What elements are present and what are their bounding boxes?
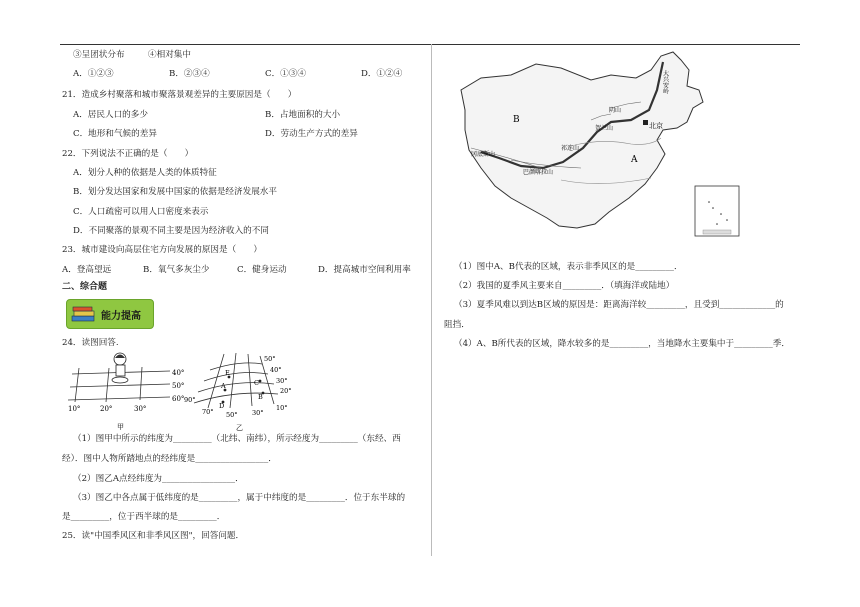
jia-lat-label: 40° (172, 369, 185, 377)
q24-line-5: 是_________，位于西半球的是_________． (62, 512, 226, 522)
q20-option-3: ③呈团状分布 (73, 50, 125, 60)
jia-lon-label: 10° (68, 405, 81, 413)
q23-choice-b: B．氧气多灰尘少 (143, 265, 210, 275)
q22-choice-c: C．人口疏密可以用人口密度来表示 (73, 207, 209, 217)
jia-lat-label: 60° (172, 395, 185, 403)
jia-lat-label: 50° (172, 382, 185, 390)
q25-line-2: （2）我国的夏季风主要来自_________．（填海洋或陆地） (454, 281, 675, 291)
q20-choice-c: C．①③④ (265, 69, 306, 79)
q23-choice-d: D．提高城市空间利用率 (318, 265, 411, 275)
q22-choice-d: D．不同聚落的景观不同主要是因为经济收入的不同 (73, 226, 269, 236)
yi-lon-label: 70° (202, 408, 214, 416)
yi-lon-label: 10° (276, 404, 288, 412)
china-monsoon-map (451, 50, 745, 242)
q20-choice-a: A．①②③ (73, 69, 114, 79)
jia-lon-label: 30° (134, 405, 147, 413)
yi-lon-label: 90° (184, 396, 196, 404)
jia-lon-label: 20° (100, 405, 113, 413)
yi-parallel-30 (198, 383, 274, 392)
q22-choice-b: B．划分发达国家和发展中国家的依据是经济发展水平 (73, 187, 277, 197)
yi-meridian (248, 354, 252, 406)
q22-stem: 22．下列说法不正确的是（ ） (62, 149, 194, 159)
south-china-sea-inset (695, 186, 739, 236)
yi-caption: 乙 (236, 424, 243, 432)
q25-stem: 25．读"中国季风区和非季风区图"，回答问题． (62, 531, 245, 541)
books-icon (71, 306, 97, 322)
yi-lat-label: 30° (276, 377, 288, 385)
map-label-b: B (513, 115, 520, 125)
column-divider (431, 44, 432, 556)
yi-meridian (230, 353, 236, 408)
map-label-qilian: 祁连山 (561, 145, 580, 152)
jia-caption: 甲 (117, 423, 124, 431)
map-label-yinshan: 阴山 (609, 107, 622, 114)
q24-stem: 24．读图回答. (62, 338, 119, 348)
yi-point-b: B (258, 393, 263, 401)
yi-point-a: A (221, 382, 226, 390)
yi-point-d: D (219, 402, 225, 410)
map-label-a: A (631, 155, 638, 165)
q23-stem: 23．城市建设向高层住宅方向发展的原因是（ ） (62, 245, 262, 255)
q21-choice-b: B．占地面积的大小 (265, 110, 341, 120)
yi-lat-label: 40° (270, 366, 282, 374)
q20-choice-d: D．①②④ (361, 69, 403, 79)
figure-yi (180, 350, 300, 432)
q25-line-3: （3）夏季风难以到达B区域的原因是：距离海洋较_________，且受到_____________的 (454, 300, 784, 310)
header-rule (60, 44, 800, 45)
q24-line-4: （3）图乙中各点属于低纬度的是_________，属于中纬度的是_________．位于东半球的 (73, 493, 406, 503)
yi-lat-label: 20° (280, 387, 292, 395)
q23-choice-c: C．健身运动 (237, 265, 287, 275)
q20-option-4: ④相对集中 (148, 50, 191, 60)
q25-line-4: 阻挡． (444, 320, 470, 330)
map-label-helan: 贺兰山 (595, 125, 614, 132)
map-label-daxinganling: 大兴安岭 (661, 70, 669, 94)
yi-parallel-50 (210, 363, 262, 370)
q24-line-1: （1）图甲中所示的纬度为_________（北纬、南纬），所示经度为_________（东经、西 (73, 434, 401, 444)
section-heading: 二、综合题 (62, 282, 108, 292)
q23-choice-a: A．登高望远 (62, 265, 112, 275)
person-icon (112, 353, 128, 383)
yi-point-c: C (254, 379, 259, 387)
ability-badge (66, 299, 154, 329)
jia-meridian-10 (75, 368, 79, 402)
beijing-marker (643, 120, 648, 125)
q21-stem: 21．造成乡村聚落和城市聚落景观差异的主要原因是（ ） (62, 90, 297, 100)
q24-line-2: 经）．图中人物所踏地点的经纬度是_________________． (62, 454, 277, 464)
q20-choice-b: B．②③④ (169, 69, 210, 79)
q21-choice-a: A．居民人口的多少 (73, 110, 148, 120)
figure-jia (62, 350, 185, 432)
map-label-bayan: 巴颜喀拉山 (523, 169, 554, 176)
q22-choice-a: A．划分人种的依据是人类的体质特征 (73, 168, 217, 178)
jia-parallel-60 (68, 397, 170, 400)
yi-meridian (208, 354, 224, 408)
map-label-gangdise: 冈底斯山 (471, 151, 496, 158)
q21-choice-c: C．地形和气候的差异 (73, 129, 157, 139)
jia-parallel-50 (70, 384, 170, 387)
yi-parallel-20 (194, 393, 278, 403)
yi-point-e: E (225, 369, 230, 377)
yi-lat-label: 50° (264, 355, 276, 363)
q25-line-5: （4）A、B所代表的区域，降水较多的是_________，当地降水主要集中于_________季． (454, 339, 790, 349)
badge-label: 能力提高 (101, 311, 141, 322)
q25-line-1: （1）图中A、B代表的区域，表示非季风区的是_________． (454, 262, 683, 272)
yi-lon-label: 50° (226, 411, 238, 419)
yi-lon-label: 30° (252, 409, 264, 417)
map-label-beijing: 北京 (649, 122, 663, 130)
q21-choice-d: D．劳动生产方式的差异 (265, 129, 358, 139)
q24-line-3: （2）图乙A点经纬度为_________________． (73, 474, 244, 484)
